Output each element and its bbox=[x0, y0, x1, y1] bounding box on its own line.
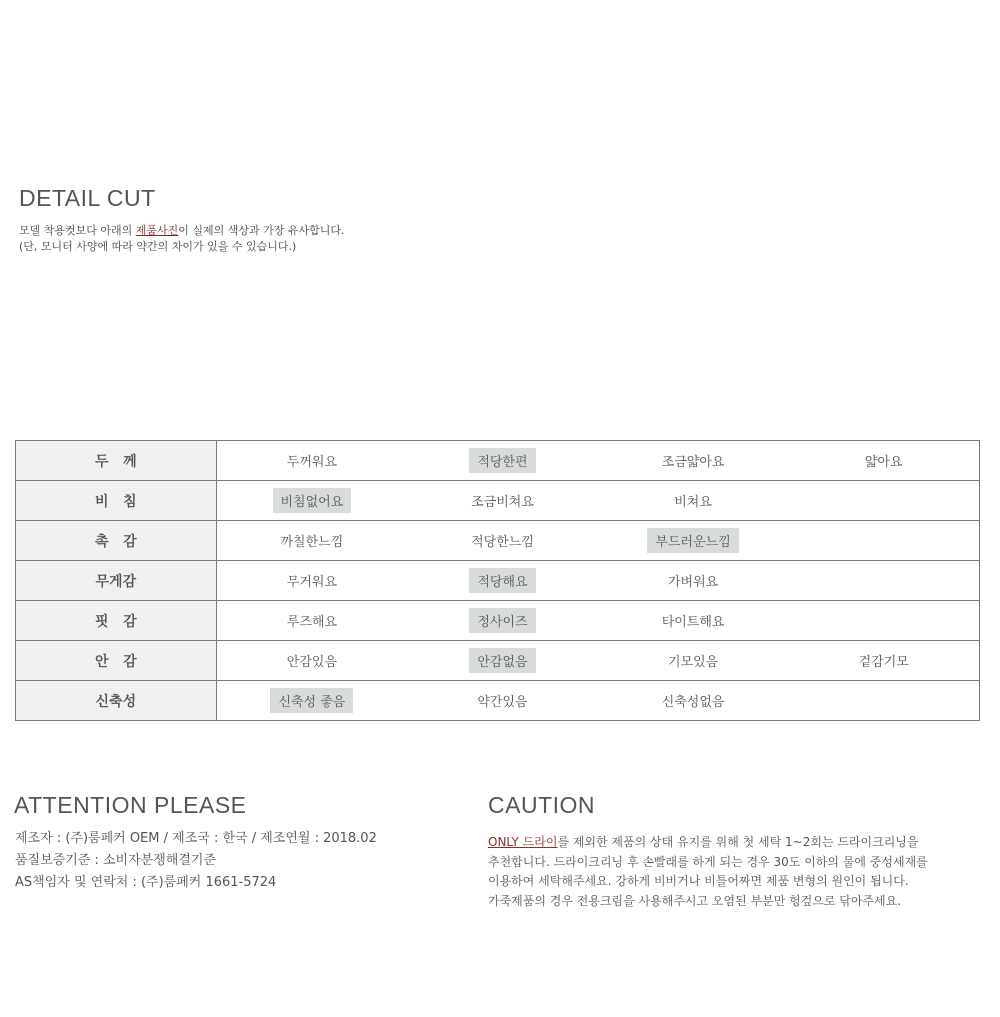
spec-option-selected: 신축성 좋음 bbox=[270, 688, 353, 713]
spec-option-cell bbox=[598, 561, 789, 601]
spec-option-cell bbox=[788, 521, 979, 561]
detail-cut-description bbox=[19, 223, 345, 255]
detail-desc-line-2: (단, 모니터 사양에 따라 약간의 차이가 있을 수 있습니다.) bbox=[19, 240, 297, 253]
spec-option-cell bbox=[788, 681, 979, 721]
caution-text bbox=[488, 833, 958, 911]
spec-row bbox=[16, 481, 980, 521]
spec-option: 까칠한느낌 bbox=[280, 535, 344, 550]
product-photo-highlight: 제품사진 bbox=[135, 224, 179, 237]
attention-info bbox=[15, 828, 377, 894]
spec-option: 비쳐요 bbox=[674, 495, 712, 510]
spec-option-cell bbox=[598, 521, 789, 561]
caution-line-3: 이용하여 세탁해주세요. 강하게 비비거나 비틀어짜면 제품 변형의 원인이 됩니다. bbox=[488, 874, 909, 888]
spec-label: 안 감 bbox=[16, 641, 217, 681]
spec-option-cell bbox=[216, 681, 407, 721]
spec-option-cell bbox=[407, 441, 598, 481]
spec-option-selected: 적당한편 bbox=[469, 448, 535, 473]
only-dry-highlight: ONLY 드라이 bbox=[488, 835, 558, 849]
spec-option: 기모있음 bbox=[667, 655, 719, 670]
spec-option-cell bbox=[788, 441, 979, 481]
spec-row bbox=[16, 641, 980, 681]
spec-label: 무게감 bbox=[16, 561, 217, 601]
spec-option-selected: 안감없음 bbox=[469, 648, 535, 673]
spec-option: 적당한느낌 bbox=[471, 535, 534, 550]
spec-option-selected: 정사이즈 bbox=[469, 608, 535, 633]
spec-label: 신축성 bbox=[16, 681, 217, 721]
spec-option-cell bbox=[788, 601, 979, 641]
detail-cut-title: DETAIL CUT bbox=[19, 185, 156, 211]
caution-line-2: 추천합니다. 드라이크리닝 후 손빨래를 하게 되는 경우 30도 이하의 물에 중성세재를 bbox=[488, 854, 928, 869]
spec-option: 신축성없음 bbox=[661, 695, 725, 710]
spec-option-cell bbox=[407, 681, 598, 721]
spec-option-cell bbox=[788, 561, 979, 601]
spec-option: 조금얇아요 bbox=[661, 455, 725, 470]
spec-option-cell bbox=[216, 601, 407, 641]
attention-title: ATTENTION PLEASE bbox=[14, 792, 247, 818]
spec-option: 두꺼워요 bbox=[286, 455, 338, 470]
spec-option: 겉감기모 bbox=[858, 655, 909, 670]
as-contact-info: AS책임자 및 연락처 : (주)룸페커 1661-5724 bbox=[15, 875, 277, 890]
spec-option-cell bbox=[598, 681, 789, 721]
spec-option: 안감있음 bbox=[286, 655, 338, 670]
caution-title: CAUTION bbox=[488, 792, 595, 818]
spec-option: 약간있음 bbox=[477, 695, 528, 710]
spec-option-cell bbox=[216, 641, 407, 681]
spec-row bbox=[16, 441, 980, 481]
spec-label: 핏 감 bbox=[16, 601, 217, 641]
spec-option-cell bbox=[407, 481, 598, 521]
spec-option-cell bbox=[216, 441, 407, 481]
quality-standard-info: 품질보증기준 : 소비자분쟁해결기준 bbox=[15, 853, 217, 868]
spec-row bbox=[16, 601, 980, 641]
spec-option: 가벼워요 bbox=[667, 575, 719, 590]
spec-option-cell bbox=[598, 601, 789, 641]
spec-option-selected: 적당해요 bbox=[469, 568, 535, 593]
spec-option-cell bbox=[407, 521, 598, 561]
spec-option: 얇아요 bbox=[864, 455, 903, 470]
spec-option-cell bbox=[598, 641, 789, 681]
spec-row bbox=[16, 561, 980, 601]
caution-line-1: ONLY 드라이를 제외한 제품의 상태 유지를 위해 첫 세탁 1~2회는 드라이크리닝을 bbox=[488, 835, 919, 849]
spec-option-cell bbox=[788, 641, 979, 681]
spec-option-selected: 비침없어요 bbox=[273, 488, 352, 513]
spec-row bbox=[16, 521, 980, 561]
spec-option-cell bbox=[598, 441, 789, 481]
spec-row bbox=[16, 681, 980, 721]
spec-option-cell bbox=[407, 641, 598, 681]
spec-option: 무거워요 bbox=[286, 575, 338, 590]
spec-label: 두 께 bbox=[16, 441, 217, 481]
detail-desc-line-1: 모델 착용컷보다 아래의 제품사진이 실제의 색상과 가장 유사합니다. bbox=[19, 224, 345, 237]
caution-line-4: 가죽제품의 경우 전용크림을 사용해주시고 오염된 부분만 헝겊으로 닦아주세요. bbox=[488, 893, 902, 908]
product-spec-table bbox=[15, 440, 980, 721]
spec-option: 조금비쳐요 bbox=[471, 495, 534, 510]
spec-option-cell bbox=[216, 481, 407, 521]
spec-option: 타이트해요 bbox=[661, 615, 725, 630]
spec-option-cell bbox=[598, 481, 789, 521]
spec-option-cell bbox=[216, 561, 407, 601]
spec-option: 루즈해요 bbox=[286, 615, 338, 630]
spec-option-selected: 부드러운느낌 bbox=[647, 528, 738, 553]
manufacturer-info: 제조자 : (주)룸페커 OEM / 제조국 : 한국 / 제조연월 : 2018.02 bbox=[15, 831, 377, 846]
spec-label: 비 침 bbox=[16, 481, 217, 521]
spec-option-cell bbox=[788, 481, 979, 521]
spec-option-cell bbox=[407, 601, 598, 641]
spec-option-cell bbox=[407, 561, 598, 601]
spec-label: 촉 감 bbox=[16, 521, 217, 561]
spec-option-cell bbox=[216, 521, 407, 561]
